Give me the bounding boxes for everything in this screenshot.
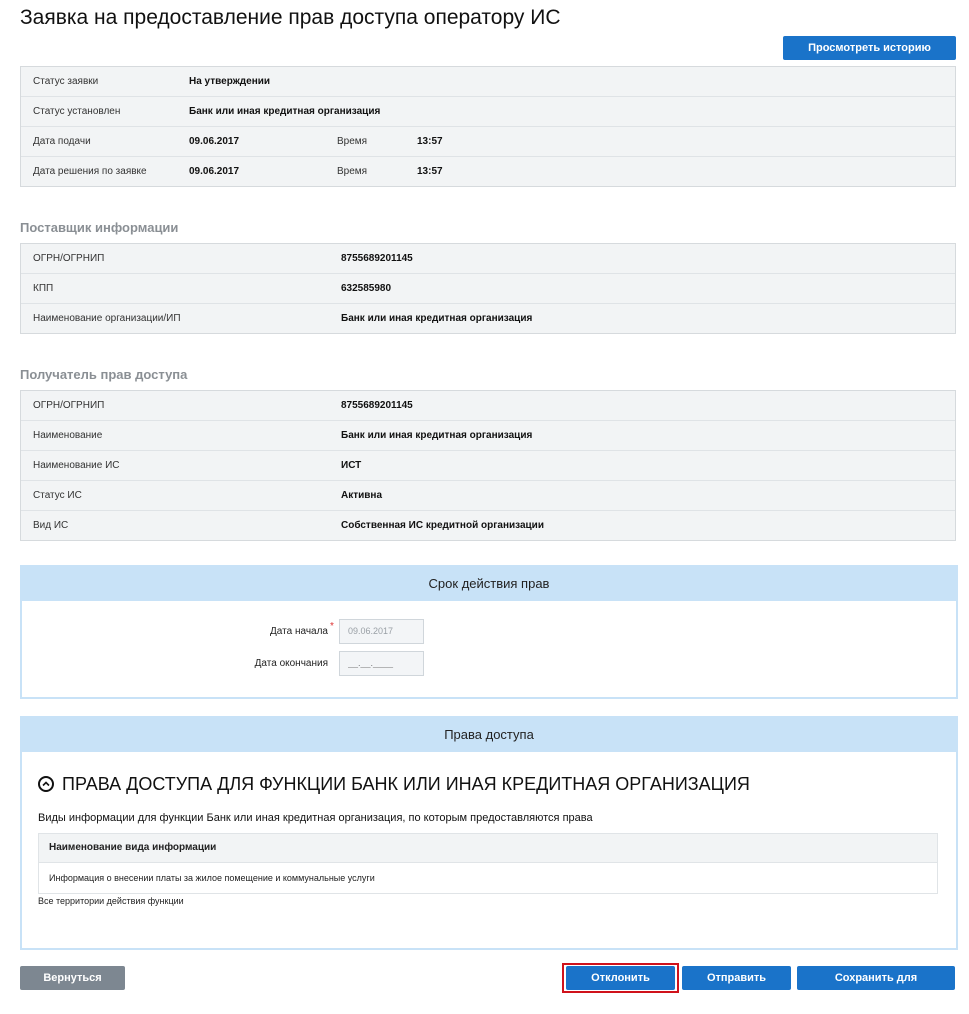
recipient-is-name-value: ИСТ [341, 460, 362, 471]
established-label: Статус установлен [33, 106, 121, 117]
rights-panel [20, 716, 958, 950]
territory-text: Все территории действия функции [38, 896, 184, 906]
back-button[interactable]: Вернуться назад [20, 966, 125, 990]
decision-date-row [21, 157, 955, 186]
table-row: Информация о внесении платы за жилое помещение и коммунальные услуги [49, 873, 375, 883]
rights-heading: Права доступа [22, 718, 956, 752]
info-types-table [38, 833, 938, 894]
provider-kpp-label: КПП [33, 283, 54, 294]
recipient-ogrn-label: ОГРН/ОГРНИП [33, 400, 105, 411]
submit-date-label: Дата подачи [33, 136, 91, 147]
start-date-field[interactable] [339, 619, 424, 644]
provider-ogrn-label: ОГРН/ОГРНИП [33, 253, 105, 264]
status-value: На утверждении [189, 76, 271, 87]
recipient-is-type-row [21, 511, 955, 540]
submit-date-row [21, 127, 955, 157]
rights-accordion-header[interactable] [38, 774, 750, 795]
recipient-ogrn-value: 8755689201145 [341, 400, 413, 411]
start-date-label: Дата начала [270, 626, 328, 637]
validity-heading: Срок действия прав [22, 567, 956, 601]
provider-ogrn-value: 8755689201145 [341, 253, 413, 264]
provider-kpp-value: 632585980 [341, 283, 392, 294]
recipient-is-type-label: Вид ИС [33, 520, 69, 531]
status-row [21, 67, 955, 97]
provider-ogrn-row [21, 244, 955, 274]
reject-button[interactable]: Отклонить заявку [566, 966, 675, 990]
recipient-is-status-row [21, 481, 955, 511]
provider-heading: Поставщик информации [20, 220, 179, 235]
submit-date-value: 09.06.2017 [189, 136, 240, 147]
recipient-name-row [21, 421, 955, 451]
recipient-is-status-value: Активна [341, 490, 383, 501]
provider-name-label: Наименование организации/ИП [33, 313, 181, 324]
provider-kpp-row [21, 274, 955, 304]
rights-accordion-title: ПРАВА ДОСТУПА ДЛЯ ФУНКЦИИ БАНК ИЛИ ИНАЯ КРЕДИТНАЯ ОРГАНИЗАЦИЯ [62, 774, 750, 794]
recipient-table [20, 390, 956, 541]
recipient-is-status-label: Статус ИС [33, 490, 82, 501]
chevron-up-icon[interactable] [38, 776, 54, 792]
recipient-ogrn-row [21, 391, 955, 421]
save-for-approval-button[interactable]: Сохранить для утверждения [797, 966, 955, 990]
established-value: Банк или иная кредитная организация [189, 106, 381, 117]
provider-name-row [21, 304, 955, 333]
decision-time-value: 13:57 [417, 166, 443, 177]
page-title: Заявка на предоставление прав доступа оператору ИС [20, 6, 561, 29]
recipient-is-name-row [21, 451, 955, 481]
recipient-is-type-value: Собственная ИС кредитной организации [341, 520, 544, 531]
recipient-heading: Получатель прав доступа [20, 367, 188, 382]
recipient-name-value: Банк или иная кредитная организация [341, 430, 533, 441]
decision-time-label: Время [337, 166, 368, 177]
end-date-field[interactable] [339, 651, 424, 676]
provider-table [20, 243, 956, 334]
established-row [21, 97, 955, 127]
recipient-is-name-label: Наименование ИС [33, 460, 120, 471]
status-label: Статус заявки [33, 76, 99, 87]
rights-description: Виды информации для функции Банк или иная кредитная организация, по которым предоставляются права [38, 812, 593, 824]
decision-date-label: Дата решения по заявке [33, 166, 147, 177]
view-history-button[interactable]: Просмотреть историю [783, 36, 956, 60]
submit-time-label: Время [337, 136, 368, 147]
decision-date-value: 09.06.2017 [189, 166, 240, 177]
info-types-header: Наименование вида информации [39, 834, 937, 863]
recipient-name-label: Наименование [33, 430, 103, 441]
provider-name-value: Банк или иная кредитная организация [341, 313, 533, 324]
submit-time-value: 13:57 [417, 136, 443, 147]
send-button[interactable]: Отправить заявку [682, 966, 791, 990]
status-table [20, 66, 956, 187]
required-mark: * [330, 621, 334, 632]
end-date-label: Дата окончания [254, 658, 328, 669]
validity-panel [20, 565, 958, 699]
